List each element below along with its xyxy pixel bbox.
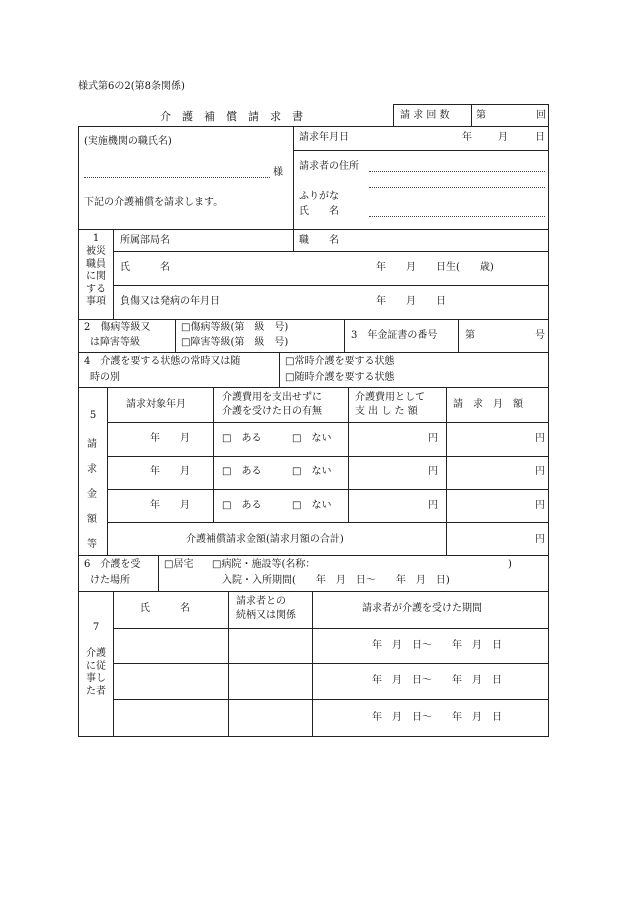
checkbox-hospital[interactable]: □ 病院・施設等(名称： bbox=[212, 560, 315, 570]
request-text: 下記の介護補償を請求します。 bbox=[84, 197, 224, 208]
form-title: 介 護 補 償 請 求 書 bbox=[160, 110, 303, 123]
dept-label: 所属部局名 bbox=[120, 235, 170, 246]
claimant-name-line[interactable] bbox=[369, 216, 545, 217]
col-relation-line2: 続柄又は関係 bbox=[236, 610, 296, 621]
pension-cert-label: 3 年金証書の番号 bbox=[351, 330, 438, 341]
birth-date: 年 月 日生( 歳) bbox=[376, 262, 494, 273]
row1-checkbox-yes[interactable]: □ ある bbox=[222, 434, 261, 444]
row3-monthly-yen: 円 bbox=[535, 500, 545, 511]
col-cost-line1: 介護費用として bbox=[355, 392, 425, 403]
row3-cost-yen: 円 bbox=[428, 500, 438, 511]
section4-label-line2: 時の別 bbox=[90, 372, 120, 383]
row1-year-month: 年 月 bbox=[150, 433, 190, 444]
row2-checkbox-yes[interactable]: □ ある bbox=[222, 467, 261, 477]
sama-suffix: 様 bbox=[273, 167, 283, 178]
col-flag-line2: 介護を受けた日の有無 bbox=[222, 406, 322, 417]
injury-date-label: 負傷又は発病の年月日 bbox=[120, 296, 220, 307]
total-yen: 円 bbox=[535, 534, 545, 545]
victim-name-label: 氏 名 bbox=[120, 262, 170, 273]
row1-checkbox-no[interactable]: □ ない bbox=[292, 434, 331, 444]
row1-cost-yen: 円 bbox=[428, 433, 438, 444]
col-cost-line2: 支 出 し た 額 bbox=[355, 406, 418, 417]
section2-label-line2: は障害等級 bbox=[90, 337, 140, 348]
section1-number: 1 bbox=[92, 233, 100, 244]
col-care-period: 請求者が介護を受けた期間 bbox=[362, 603, 482, 614]
section7-label: 介護に従事した者 bbox=[86, 648, 106, 697]
claim-date-month: 月 bbox=[498, 132, 508, 143]
row1-monthly-yen: 円 bbox=[535, 433, 545, 444]
position-label: 職 名 bbox=[299, 235, 339, 246]
row2-cost-yen: 円 bbox=[428, 466, 438, 477]
checkbox-home[interactable]: □ 居宅 bbox=[164, 560, 193, 570]
caregiver-row1-period: 年 月 日～ 年 月 日 bbox=[372, 640, 502, 651]
section5-label: 請求金額等 bbox=[87, 439, 97, 550]
row2-checkbox-no[interactable]: □ ない bbox=[292, 467, 331, 477]
institution-name-line[interactable] bbox=[84, 177, 270, 178]
col-relation-line1: 請求者との bbox=[236, 596, 286, 607]
section7-number: 7 bbox=[92, 622, 100, 633]
col-caregiver-name: 氏 名 bbox=[140, 603, 190, 614]
col-monthly-amount: 請 求 月 額 bbox=[453, 399, 523, 410]
col-target-month: 請求対象年月 bbox=[126, 399, 186, 410]
institution-label: (実施機関の職氏名) bbox=[84, 136, 172, 147]
row3-year-month: 年 月 bbox=[150, 500, 190, 511]
claim-date-day: 日 bbox=[535, 132, 545, 143]
claim-date-label: 請求年月日 bbox=[299, 132, 349, 143]
address-label: 請求者の住所 bbox=[299, 161, 359, 172]
claim-count-prefix: 第 bbox=[476, 110, 486, 121]
section6-label-line1: 6 介護を受 bbox=[84, 559, 141, 570]
caregiver-row2-period: 年 月 日～ 年 月 日 bbox=[372, 675, 502, 686]
facility-close-paren: ) bbox=[508, 559, 512, 570]
section1-label: 被災職員に関する事項 bbox=[86, 246, 106, 307]
injury-date: 年 月 日 bbox=[376, 296, 446, 307]
address-line-1[interactable] bbox=[369, 171, 545, 172]
row2-year-month: 年 月 bbox=[150, 466, 190, 477]
caregiver-row3-period: 年 月 日～ 年 月 日 bbox=[372, 712, 502, 723]
claimant-name-label: 氏 名 bbox=[299, 206, 339, 217]
claim-date-year: 年 bbox=[462, 132, 472, 143]
checkbox-constant-care[interactable]: □ 常時介護を要する状態 bbox=[285, 357, 394, 367]
form-number: 様式第6の2(第8条関係) bbox=[78, 81, 185, 92]
checkbox-injury-grade[interactable]: □ 傷病等級(第 級 号) bbox=[181, 323, 288, 333]
admission-period: 入院・入所期間( 年 月 日～ 年 月 日) bbox=[222, 575, 450, 586]
address-line-2[interactable] bbox=[369, 187, 545, 188]
checkbox-disability-grade[interactable]: □ 障害等級(第 級 号) bbox=[181, 338, 288, 348]
pension-cert-suffix: 号 bbox=[535, 330, 545, 341]
checkbox-occasional-care[interactable]: □ 随時介護を要する状態 bbox=[285, 373, 394, 383]
row3-checkbox-no[interactable]: □ ない bbox=[292, 501, 331, 511]
section6-label-line2: けた場所 bbox=[90, 575, 130, 586]
section2-label-line1: 2 傷病等級又 bbox=[84, 322, 151, 333]
col-flag-line1: 介護費用を支出せずに bbox=[222, 392, 322, 403]
furigana-label: ふりがな bbox=[299, 191, 339, 202]
claim-count-label: 請 求 回 数 bbox=[400, 110, 450, 121]
row3-checkbox-yes[interactable]: □ ある bbox=[222, 501, 261, 511]
row2-monthly-yen: 円 bbox=[535, 466, 545, 477]
section4-label-line1: 4 介護を要する状態の常時又は随 bbox=[84, 356, 241, 367]
total-label: 介護補償請求金額(請求月額の合計) bbox=[186, 534, 344, 545]
pension-cert-prefix: 第 bbox=[465, 330, 475, 341]
claim-count-suffix: 回 bbox=[536, 110, 546, 121]
section5-number: 5 bbox=[89, 410, 97, 421]
